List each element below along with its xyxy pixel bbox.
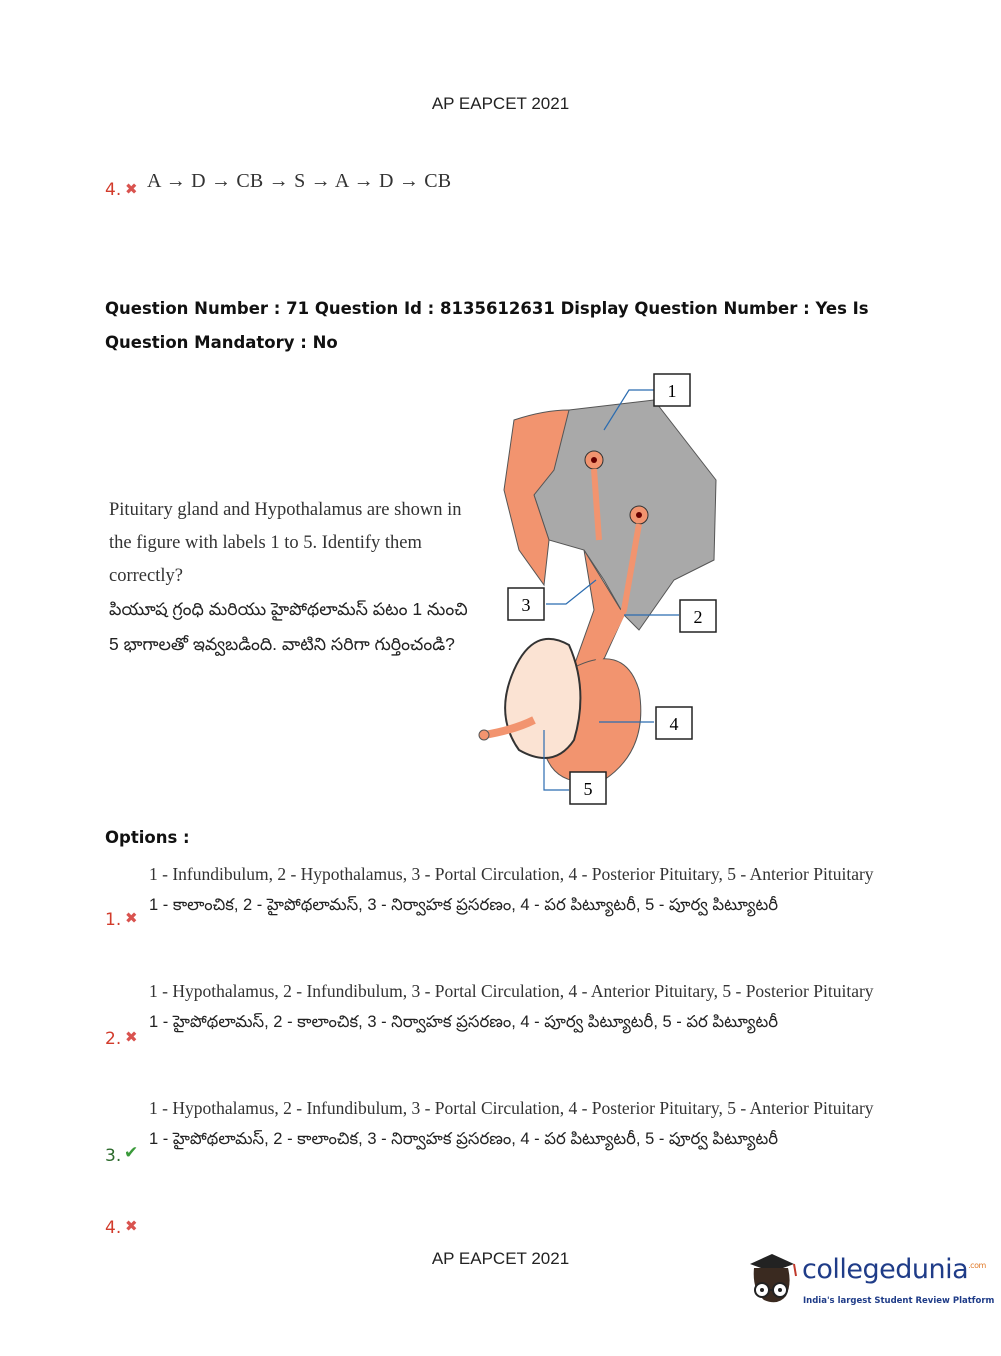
pituitary-hypothalamus-figure xyxy=(474,370,724,810)
question-text-english: Pituitary gland and Hypothalamus are shown in the figure with labels 1 to 5. Identify them correctly? xyxy=(109,500,462,586)
svg-text:1: 1 xyxy=(667,381,677,401)
prev-option-sequence: A → D → CB → S → A → D → CB xyxy=(147,170,452,192)
mascot-logo-icon xyxy=(742,1250,800,1312)
svg-text:4: 4 xyxy=(669,714,679,734)
wrong-mark-icon: ✖ xyxy=(125,180,138,198)
option-4-number: 4. xyxy=(105,1218,122,1238)
label-3 xyxy=(508,580,596,620)
svg-text:2: 2 xyxy=(693,607,703,627)
svg-text:3: 3 xyxy=(521,595,531,615)
prev-option-number: 4. xyxy=(105,180,122,200)
option-2-text-telugu: 1 - హైపోథలామస్, 2 - కాలాంచిక, 3 - నిర్వాహక ప్రసరణం, 4 - పూర్వ పిట్యూటరీ, 5 - పర పిట్యూటరీ xyxy=(149,1013,779,1031)
options-label: Options : xyxy=(105,828,190,847)
logo-suffix: .com xyxy=(968,1261,986,1270)
option-1-text-telugu: 1 - కాలాంచిక, 2 - హైపోథలామస్, 3 - నిర్వాహక ప్రసరణం, 4 - పర పిట్యూటరీ, 5 - పూర్వ పిట్యూటరీ xyxy=(149,896,779,914)
page-footer-title: AP EAPCET 2021 xyxy=(431,1249,570,1268)
wrong-mark-icon: ✖ xyxy=(125,1028,138,1046)
option-1-text-english: 1 - Infundibulum, 2 - Hypothalamus, 3 - Portal Circulation, 4 - Posterior Pituitary, 5 - Anterior Pituitary xyxy=(149,864,874,884)
option-1-number: 1. xyxy=(105,910,122,930)
option-3-text-english: 1 - Hypothalamus, 2 - Infundibulum, 3 - Portal Circulation, 4 - Posterior Pituitary, 5 - Anterior Pituitary xyxy=(149,1098,874,1118)
collegedunia-logo xyxy=(742,1250,995,1314)
page-header-title: AP EAPCET 2021 xyxy=(431,94,570,113)
option-2-number: 2. xyxy=(105,1029,122,1049)
logo-name: collegedunia xyxy=(802,1254,969,1285)
svg-text:5: 5 xyxy=(583,779,593,799)
question-text-telugu: పియూష గ్రంధి మరియు హైపోథలామస్ పటం 1 నుంచి 5 భాగాలతో ఇవ్వబడింది. వాటిని సరిగా గుర్తించండి? xyxy=(109,599,468,654)
anterior-lobe xyxy=(505,639,580,758)
option-3-number: 3. xyxy=(105,1146,122,1166)
wrong-mark-icon: ✖ xyxy=(125,909,138,927)
option-2-text-english: 1 - Hypothalamus, 2 - Infundibulum, 3 - Portal Circulation, 4 - Anterior Pituitary, 5 - Posterior Pituitary xyxy=(149,981,874,1001)
question-meta: Question Number : 71 Question Id : 8135612631 Display Question Number : Yes Is Question Mandatory : No xyxy=(105,299,869,352)
wrong-mark-icon: ✖ xyxy=(125,1217,138,1235)
logo-tagline: India's largest Student Review Platform xyxy=(803,1296,995,1306)
option-3-text-telugu: 1 - హైపోథలామస్, 2 - కాలాంచిక, 3 - నిర్వాహక ప్రసరణం, 4 - పర పిట్యూటరీ, 5 - పూర్వ పిట్యూటరీ xyxy=(149,1130,779,1148)
correct-check-icon: ✔ xyxy=(124,1143,139,1163)
